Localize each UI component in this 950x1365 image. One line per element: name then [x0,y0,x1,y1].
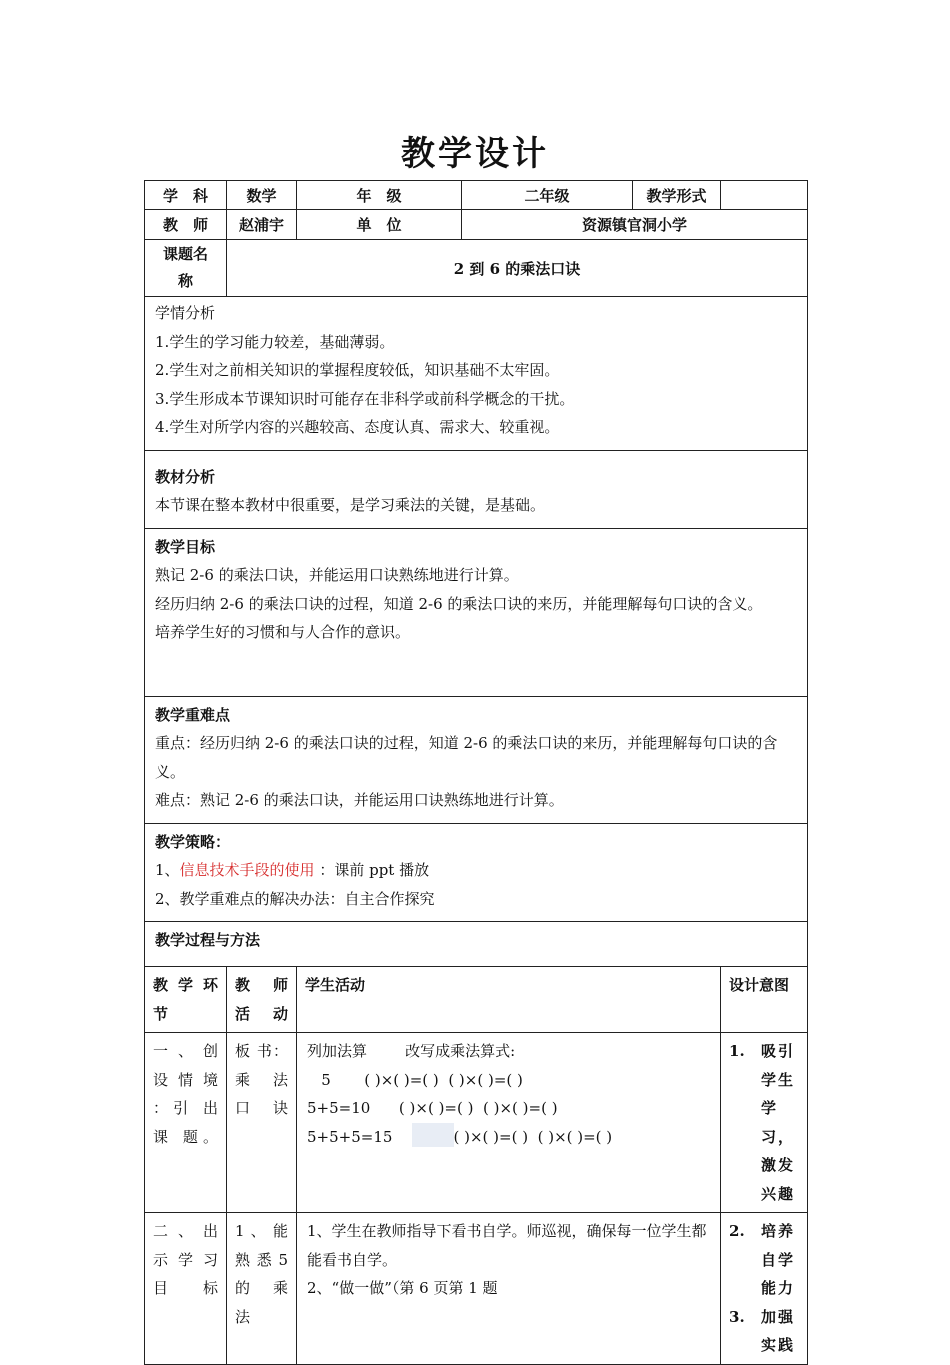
teacher-activity-2: 1 、 能 熟 悉 5 的 乘 法 [227,1213,297,1365]
col-header-stage: 教 学 环 节 [145,967,227,1033]
subject-label: 学 科 [145,181,227,210]
stage-1: 一 、 创 设 情 境 ：引 出 课 题。 [145,1033,227,1213]
col-header-intent: 设计意图 [721,967,808,1033]
highlight-box [412,1123,454,1147]
unit-value: 资源镇官洞小学 [462,210,808,240]
subject-value: 数学 [227,181,297,210]
design-intent-2 [721,1213,808,1365]
key-point-item: 难点：熟记 2-6 的乘法口诀，并能运用口诀熟练地进行计算。 [155,791,564,809]
strategy-highlight: 信息技术手段的使用 [179,861,315,879]
goals-section [145,528,808,696]
intent-item: 2. 培养自学能力 [729,1222,796,1297]
unit-label: 单 位 [297,210,462,240]
material-heading: 教材分析 [155,467,216,486]
teacher-activity-1: 板 书： 乘 法 口 诀 [227,1033,297,1213]
col-header-student: 学生活动 [297,967,721,1033]
topic-value: 2 到 6 的乘法口诀 [227,240,808,297]
strategy-item: 1、信息技术手段的使用 ：课前 ppt 播放 [155,861,430,879]
grade-label: 年 级 [297,181,462,210]
form-label: 教学形式 [633,181,721,210]
process-section [145,922,808,967]
topic-label: 课题名 称 [145,240,227,297]
strategy-section [145,823,808,922]
grade-value: 二年级 [462,181,633,210]
strategy-item: 2、教学重难点的解决办法：自主合作探究 [155,889,435,908]
process-heading: 教学过程与方法 [155,931,261,949]
analysis-item: 1.学生的学习能力较差，基础薄弱。 [155,332,395,351]
strategy-heading: 教学策略： [155,832,231,851]
key-points-section [145,696,808,823]
key-points-heading: 教学重难点 [155,705,231,724]
key-point-item: 重点：经历归纳 2-6 的乘法口诀的过程，知道 2-6 的乘法口诀的来历，并能理解每句口诀的含义。 [155,734,778,781]
lesson-plan-table [144,180,808,1365]
student-analysis-heading: 学情分析 [155,304,216,322]
form-value [721,181,808,210]
material-text: 本节课在整本教材中很重要，是学习乘法的关键，是基础。 [155,496,546,514]
goal-item: 经历归纳 2-6 的乘法口诀的过程，知道 2-6 的乘法口诀的来历，并能理解每句口诀的含义。 [155,594,763,613]
design-intent-1 [721,1033,808,1213]
teacher-value: 赵浦宇 [227,210,297,240]
goal-item: 熟记 2-6 的乘法口诀，并能运用口诀熟练地进行计算。 [155,566,519,584]
intent-item: 3. 加强实践 [729,1307,796,1354]
goal-item: 培养学生好的习惯和与人合作的意识。 [155,623,411,641]
student-activity-2: 1、学生在教师指导下看书自学。师巡视，确保每一位学生都能看书自学。 2、“做一做”（第 6 页第 1 题 [297,1213,721,1365]
analysis-item: 4.学生对所学内容的兴趣较高、态度认真、需求大、较重视。 [155,418,560,436]
material-section [145,450,808,528]
goals-heading: 教学目标 [155,537,216,556]
analysis-item: 3.学生形成本节课知识时可能存在非科学或前科学概念的干扰。 [155,389,575,408]
intent-item: 1. 吸引学生学习，激发兴趣 [729,1042,796,1203]
analysis-item: 2.学生对之前相关知识的掌握程度较低，知识基础不太牢固。 [155,361,560,379]
teacher-label: 教 师 [145,210,227,240]
stage-2: 二 、 出 示 学 习 目标 [145,1213,227,1365]
student-activity-1: 列加法算 改写成乘法算式: 5 ( )×( )=( ) ( )×( )=( ) 5+5=10 ( )×( )=( ) ( )×( )=( ) 5+5+5=15 ( )×( )=( ) ( )×( )=( ) [297,1033,721,1213]
student-analysis-section [145,297,808,451]
document-title: 教学设计 [401,134,549,174]
col-header-teacher: 教 师 活 动 [227,967,297,1033]
